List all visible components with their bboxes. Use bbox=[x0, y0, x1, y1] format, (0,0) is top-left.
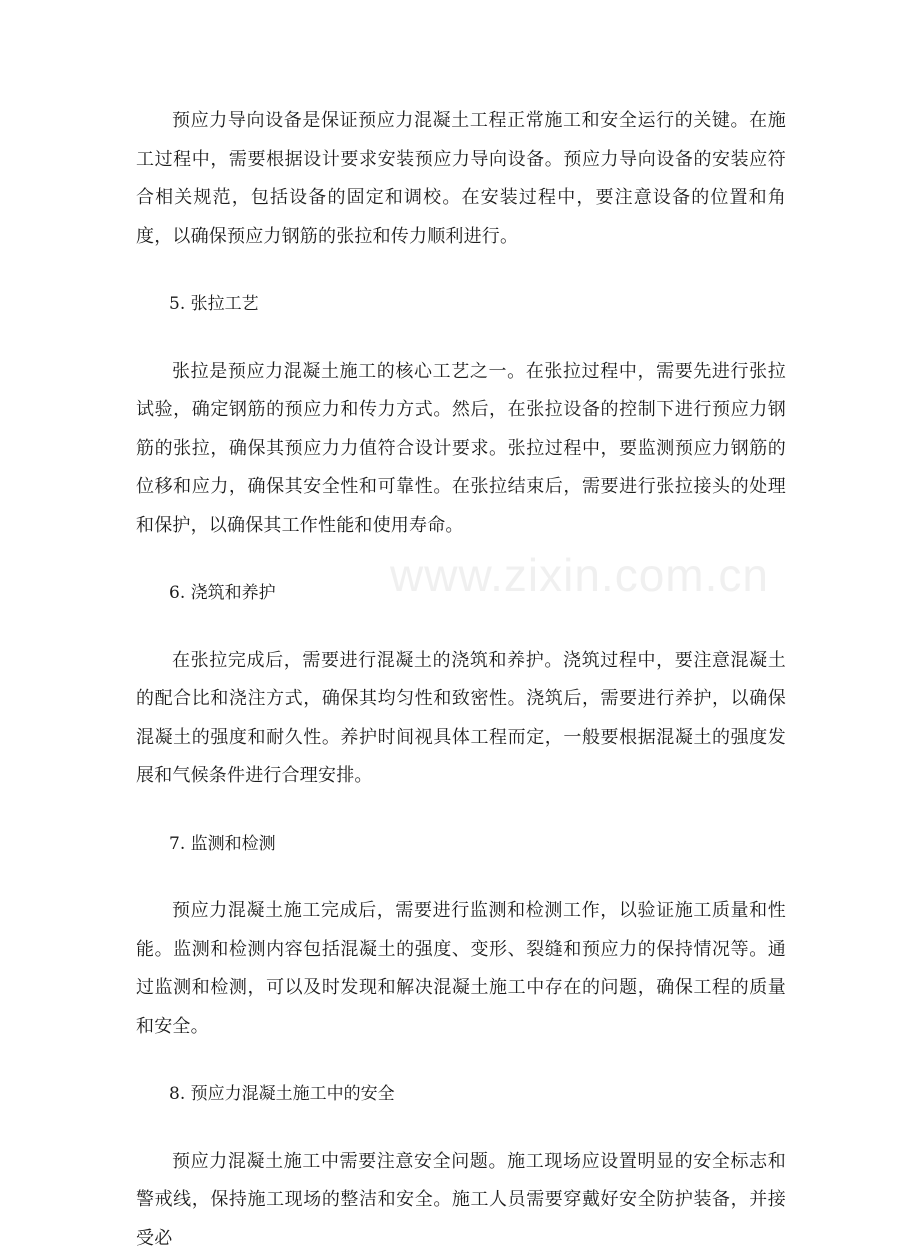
document-body bbox=[136, 102, 786, 1258]
paragraph-pouring-curing: 在张拉完成后，需要进行混凝土的浇筑和养护。浇筑过程中，要注意混凝土的配合比和浇注方式，确保其均匀性和致密性。浇筑后，需要进行养护，以确保混凝土的强度和耐久性。养护时间视具体工程而定，一般要根据混凝土的强度发展和气候条件进行合理安排。 bbox=[136, 642, 786, 796]
spacer bbox=[136, 863, 786, 892]
paragraph-guide-equipment: 预应力导向设备是保证预应力混凝土工程正常施工和安全运行的关键。在施工过程中，需要根据设计要求安装预应力导向设备。预应力导向设备的安装应符合相关规范，包括设备的固定和调校。在安装过程中，要注意设备的位置和角度，以确保预应力钢筋的张拉和传力顺利进行。 bbox=[136, 102, 786, 256]
heading-monitoring-testing: 7. 监测和检测 bbox=[136, 825, 786, 864]
paragraph-monitoring-testing: 预应力混凝土施工完成后，需要进行监测和检测工作，以验证施工质量和性能。监测和检测内容包括混凝土的强度、变形、裂缝和预应力的保持情况等。通过监测和检测，可以及时发现和解决混凝土施工中存在的问题，确保工程的质量和安全。 bbox=[136, 892, 786, 1046]
paragraph-tensioning: 张拉是预应力混凝土施工的核心工艺之一。在张拉过程中，需要先进行张拉试验，确定钢筋的预应力和传力方式。然后，在张拉设备的控制下进行预应力钢筋的张拉，确保其预应力力值符合设计要求。张拉过程中，要监测预应力钢筋的位移和应力，确保其安全性和可靠性。在张拉结束后，需要进行张拉接头的处理和保护，以确保其工作性能和使用寿命。 bbox=[136, 353, 786, 546]
spacer bbox=[136, 613, 786, 642]
spacer bbox=[136, 1114, 786, 1143]
paragraph-construction-safety: 预应力混凝土施工中需要注意安全问题。施工现场应设置明显的安全标志和警戒线，保持施工现场的整洁和安全。施工人员需要穿戴好安全防护装备，并接受必 bbox=[136, 1143, 786, 1258]
spacer bbox=[136, 256, 786, 285]
spacer bbox=[136, 324, 786, 353]
heading-pouring-curing: 6. 浇筑和养护 bbox=[136, 574, 786, 613]
spacer bbox=[136, 1046, 786, 1075]
watermark: www.zixin.com.cn bbox=[390, 548, 769, 602]
spacer bbox=[136, 796, 786, 825]
spacer bbox=[136, 545, 786, 574]
heading-construction-safety: 8. 预应力混凝土施工中的安全 bbox=[136, 1075, 786, 1114]
heading-tensioning-process: 5. 张拉工艺 bbox=[136, 285, 786, 324]
